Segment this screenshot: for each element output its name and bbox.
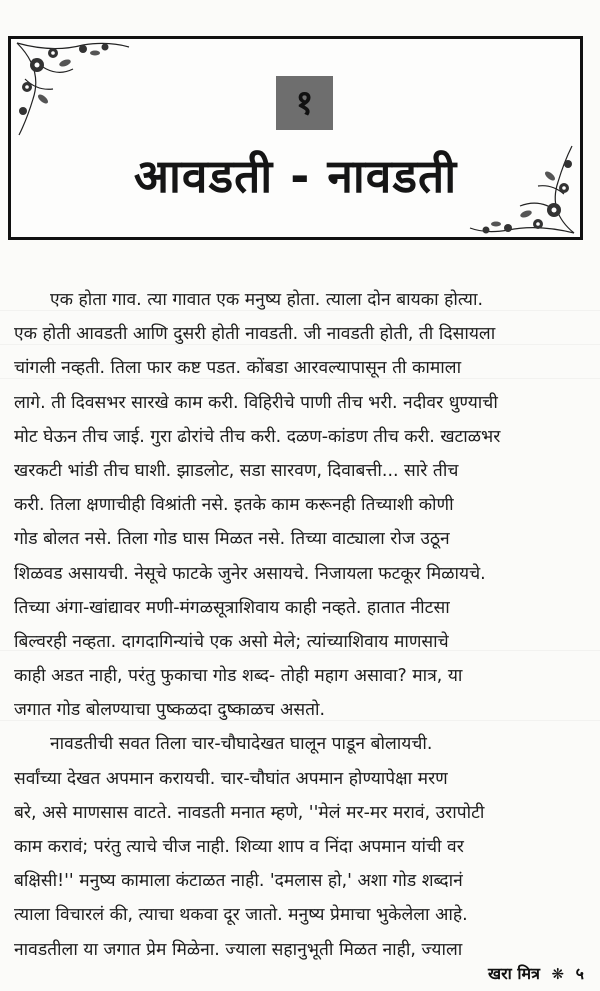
page-footer	[488, 962, 584, 984]
text-line: शिळवड असायची. नेसूचे फाटके जुनेर असायचे. निजायला फटकूर मिळायचे.	[14, 563, 486, 584]
page-number: ५	[575, 964, 584, 983]
floral-ornament-icon	[13, 39, 133, 139]
text-line: नावडतीची सवत तिला चार-चौघादेखत घालून पाडून बोलायची.	[50, 734, 433, 755]
text-line: लागे. ती दिवसभर सारखे काम करी. विहिरीचे पाणी तीच भरी. नदीवर धुण्याची	[14, 392, 498, 413]
text-line: खरकटी भांडी तीच घाशी. झाडलोट, सडा सारवण, दिवाबत्ती... सारे तीच	[14, 460, 459, 481]
text-line: जगात गोड बोलण्याचा पुष्कळदा दुष्काळच असतो.	[14, 700, 326, 721]
text-line: सर्वांच्या देखत अपमान करायची. चार-चौघांत अपमान होण्यापेक्षा मरण	[14, 768, 448, 789]
text-line: बिल्वरही नव्हता. दागदागिन्यांचे एक असो मेले; त्यांच्याशिवाय माणसाचे	[14, 631, 449, 652]
star-separator-icon: ❋	[551, 965, 565, 983]
text-line: एक होती आवडती आणि दुसरी होती नावडती. जी नावडती होती, ती दिसायला	[14, 324, 496, 345]
floral-ornament-icon	[468, 142, 578, 237]
chapter-number: १	[276, 76, 333, 130]
text-line: काम करावं; परंतु त्याचे चीज नाही. शिव्या शाप व निंदा अपमान यांची वर	[14, 837, 464, 857]
text-line: एक होता गाव. त्या गावात एक मनुष्य होता. त्याला दोन बायका होत्या.	[50, 290, 484, 310]
chapter-header-box	[8, 36, 583, 240]
text-line: काही अडत नाही, परंतु फुकाचा गोड शब्द- तोही महाग असावा? मात्र, या	[14, 666, 463, 687]
text-line: बक्षिसी!'' मनुष्य कामाला कंटाळत नाही. 'दमलास हो,' अशा गोड शब्दानं	[14, 871, 463, 892]
text-line: बरे, असे माणसास वाटते. नावडती मनात म्हणे, ''मेलं मर-मर मरावं, उरापोटी	[14, 802, 485, 823]
footer-book-title: खरा मित्र	[488, 964, 540, 983]
text-line: चांगली नव्हती. तिला फार कष्ट पडत. कोंबडा आरवल्यापासून ती कामाला	[14, 358, 462, 379]
chapter-title: आवडती - नावडती	[133, 149, 458, 203]
text-line: गोड बोलत नसे. तिला गोड घास मिळत नसे. तिच्या वाट्याला रोज उठून	[14, 529, 450, 550]
text-line: करी. तिला क्षणाचीही विश्रांती नसे. इतके काम करूनही तिच्याशी कोणी	[14, 495, 454, 516]
text-line: तिच्या अंगा-खांद्यावर मणी-मंगळसूत्राशिवाय काही नव्हते. हातात नीटसा	[14, 597, 450, 618]
text-line: त्याला विचारलं की, त्याचा थकवा दूर जातो. मनुष्य प्रेमाचा भुकेलेला आहे.	[14, 905, 468, 926]
text-line: नावडतीला या जगात प्रेम मिळेना. ज्याला सहानुभूती मिळत नाही, ज्याला	[14, 939, 463, 960]
chapter-body-text	[14, 283, 588, 967]
text-line: मोट घेऊन तीच जाई. गुरा ढोरांचे तीच करी. दळण-कांडण तीच करी. खटाळभर	[14, 426, 501, 447]
